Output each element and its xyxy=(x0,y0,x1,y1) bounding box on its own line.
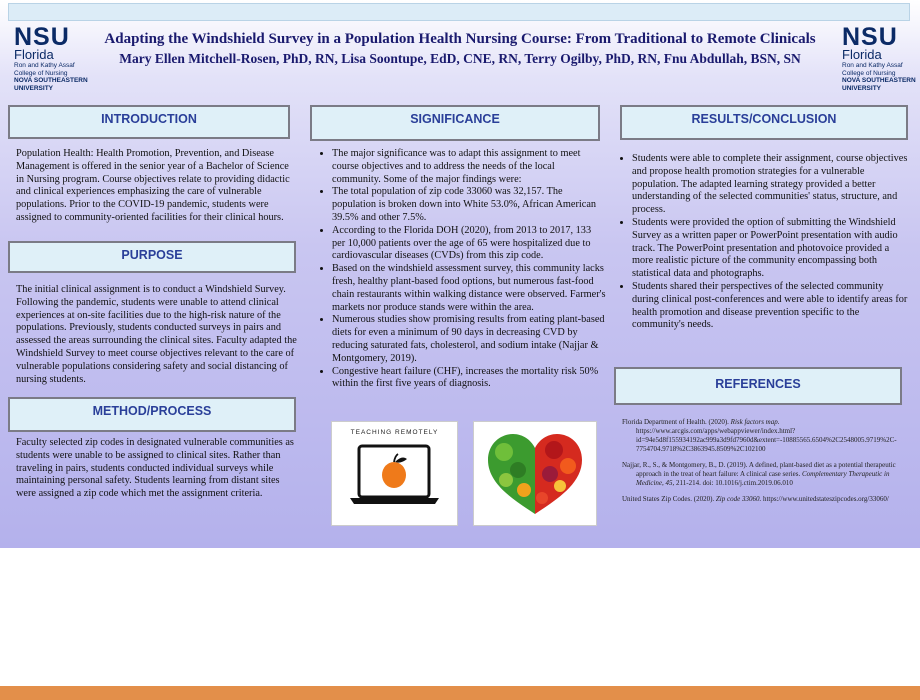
references-heading: REFERENCES xyxy=(614,367,902,405)
significance-item: • According to the Florida DOH (2020), from 2013 to 2017, 133 per 10,000 patients over the age of 65 were hospitalized due to cardiovascular diseases (CVDs) from this zip code. xyxy=(332,225,606,263)
logo-line3: NOVA SOUTHEASTERN xyxy=(14,77,88,84)
laptop-apple-icon xyxy=(332,422,457,525)
reference-item: Florida Department of Health. (2020). Risk factors map. https://www.arcgis.com/apps/webappviewer/index.html?id=94e5d8f155934192ac999a3d9fd7960d&extent=-10885565.6504%2C2548005.9719%2C-7754704.9718%2C3863945.8509%2C102100 xyxy=(622,418,897,453)
reference-item: Najjar, R., S., & Montgomery, B., D. (2019). A defined, plant-based diet as a potential therapeutic approach in the treat of heart failure: A clinical case series. Complementary Therapeutic in Medicine, 45, 211-214. doi: 10.1016/j.ctim.2019.06.010 xyxy=(622,461,896,487)
logo-florida: Florida xyxy=(14,47,54,62)
purpose-heading: PURPOSE xyxy=(8,241,296,273)
method-text: Faculty selected zip codes in designated vulnerable communities as students were unable to be assigned to clinical sites. Rather than traveling in pairs, students conducted individual surveys while maintaining personal safety. Students learning from distant sites were assigned a zip code which met the assignment criteria. xyxy=(16,437,294,500)
introduction-heading: INTRODUCTION xyxy=(8,105,290,139)
results-item: • Students shared their perspectives of the selected community during clinical post-conferences and were able to identify areas for health promotion and disease prevention specific to the community's needs. xyxy=(632,281,908,332)
results-item: • Students were able to complete their assignment, course objectives and propose health promotion strategies for a vulnerable population. The adapted learning strategy provided a better understanding of the selected communities' status, structure, and process. xyxy=(632,153,908,217)
logo-line2: College of Nursing xyxy=(842,69,896,77)
significance-list xyxy=(316,148,606,391)
significance-heading: SIGNIFICANCE xyxy=(310,105,600,141)
significance-item: • The total population of zip code 33060 was 32,157. The population is broken down into White 53.0%, African American 39.5% and other 7.5%. xyxy=(332,186,606,224)
nsu-logo-right xyxy=(842,23,920,92)
nsu-logo-left xyxy=(14,23,94,92)
purpose-text: The initial clinical assignment is to conduct a Windshield Survey. Following the pandemic, students were unable to attend clinical experiences at on-site facilities due to the high-risk nature of the populations. Previously, students conducted surveys in pairs and assessed the areas surrounding the clinical sites. Faculty adapted the Windshield Survey to meet course objectives relevant to the care of vulnerable populations considering safety and social distancing of nursing students. xyxy=(16,284,297,385)
significance-item: • The major significance was to adapt this assignment to meet course objectives and to address the needs of the local community. Some of the major findings were: xyxy=(332,148,606,186)
reference-item: United States Zip Codes. (2020). Zip code 33060. https://www.unitedstateszipcodes.org/33060/ xyxy=(622,495,889,503)
introduction-text: Population Health: Health Promotion, Prevention, and Disease Management is offered in the senior year of a Bachelor of Science in Nursing program. Course objectives relate to providing didactic and clinical experiences emphasizing the care of vulnerable populations. Prior to the COVID-19 pandemic, students were assigned to community-oriented facilities for their clinical hours. xyxy=(16,148,290,223)
results-heading: RESULTS/CONCLUSION xyxy=(620,105,908,140)
logo-line2: College of Nursing xyxy=(14,69,68,77)
vegetable-heart-image xyxy=(473,421,597,526)
logo-nsu: NSU xyxy=(14,23,70,51)
logo-florida: Florida xyxy=(842,47,882,62)
logo-line3: NOVA SOUTHEASTERN xyxy=(842,77,916,84)
logo-line1: Ron and Kathy Assaf xyxy=(14,62,75,69)
significance-item: • Congestive heart failure (CHF), increases the mortality risk 50% within the first five years of diagnosis. xyxy=(332,366,606,392)
poster-authors: Mary Ellen Mitchell-Rosen, PhD, RN, Lisa Soontupe, EdD, CNE, RN, Terry Ogilby, PhD, RN, Fnu Abdullah, BSN, SN xyxy=(119,51,801,66)
significance-item: • Numerous studies show promising results from eating plant-based diets for even a minimum of 90 days in decreasing CVD by reducing saturated fats, cholesterol, and sodium intake (Najjar & Montgomery, 2019). xyxy=(332,314,606,365)
teaching-remotely-image xyxy=(331,421,458,526)
poster-title: Adapting the Windshield Survey in a Population Health Nursing Course: From Traditional to Remote Clinicals xyxy=(104,31,816,47)
logo-line1: Ron and Kathy Assaf xyxy=(842,62,903,69)
logo-line4: UNIVERSITY xyxy=(14,84,54,92)
method-heading: METHOD/PROCESS xyxy=(8,397,296,432)
poster-header xyxy=(90,30,830,68)
logo-nsu: NSU xyxy=(842,23,898,51)
results-list xyxy=(616,153,908,332)
significance-item: • Based on the windshield assessment survey, this community lacks fresh, healthy plant-based food options, but numerous fast-food chain restaurants within walking distance were observed. Farmer's markets nor produce stands were within the area. xyxy=(332,263,606,314)
heart-vegetables-icon xyxy=(474,422,596,525)
bottom-accent-bar xyxy=(0,686,920,700)
references-list xyxy=(622,418,910,511)
logo-line4: UNIVERSITY xyxy=(842,84,882,92)
results-item: • Students were provided the option of submitting the Windshield Survey as a written paper or PowerPoint presentation with audio track. The PowerPoint presentation and photovoice provided a more realistic picture of the community encompassing both statistical data and photographs. xyxy=(632,217,908,281)
teaching-remotely-caption: TEACHING REMOTELY xyxy=(350,429,439,436)
top-bar xyxy=(8,3,910,21)
